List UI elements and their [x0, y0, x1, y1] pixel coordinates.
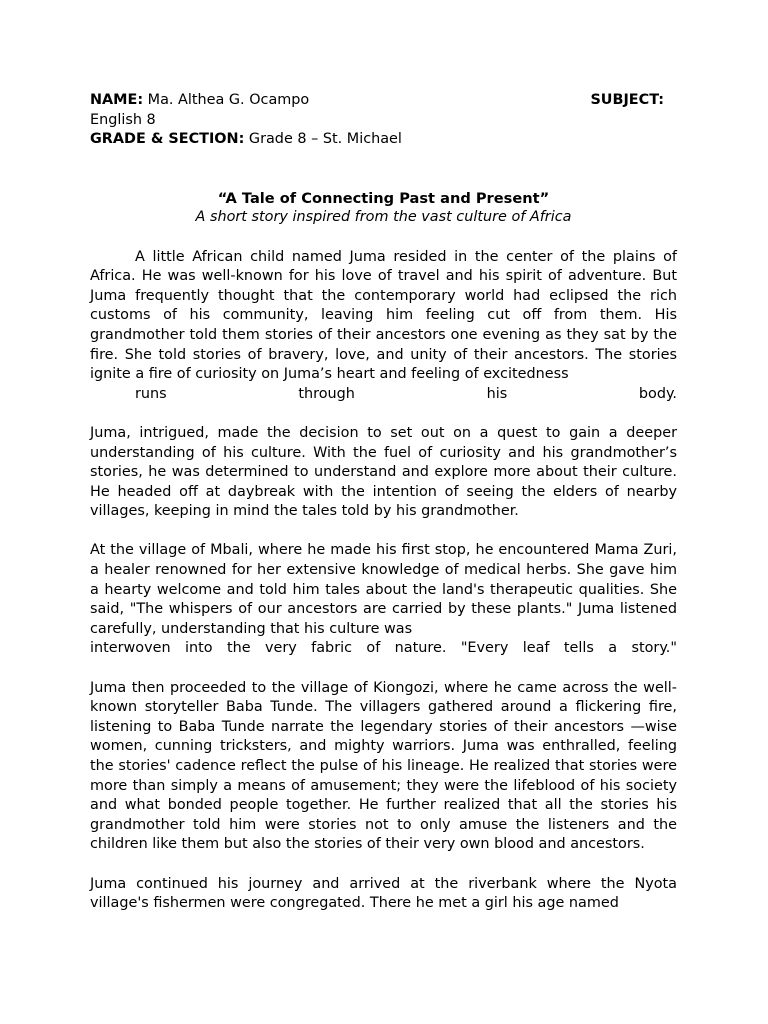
paragraph-1-text: A little African child named Juma resided in the center of the plains of Africa. He was well-known for his love of travel and his spirit of adventure. But Juma frequently thought that the contemporary world had eclipsed the rich customs of his community, leaving him feeling cut off from them. His grandmother told them stories of their ancestors one evening as they sat by the fire. She told stories of bravery, love, and unity of their ancestors. The stories ignite a fire of curiosity on Juma’s heart and feeling of excitedness [90, 248, 677, 383]
subject-label: SUBJECT: [590, 92, 664, 108]
grade-label: GRADE & SECTION: [90, 131, 245, 148]
name-line [90, 91, 677, 111]
grade-value: Grade 8 – St. Michael [248, 131, 402, 148]
paragraph-1 [90, 248, 677, 405]
title-block [90, 189, 677, 228]
paragraph-4: Juma then proceeded to the village of Kiongozi, where he came across the well-known storyteller Baba Tunde. The villagers gathered around a flickering fire, listening to Baba Tunde narrate the legendary stories of their ancestors —wise women, cunning tricksters, and mighty warriors. Juma was enthralled, feeling the stories' cadence reflect the pulse of his lineage. He realized that stories were more than simply a means of amusement; they were the lifeblood of his society and what bonded people together. He further realized that all the stories his grandmother told him were stories not to only amuse the listeners and the children like them but also the stories of their very own blood and ancestors. [90, 679, 677, 853]
grade-line [90, 130, 677, 150]
paragraph-3-last-line: interwoven into the very fabric of nature. "Every leaf tells a story." [90, 640, 677, 657]
paragraph-3 [90, 541, 677, 659]
subject-value: English 8 [90, 111, 156, 128]
name-label: NAME: [90, 92, 144, 108]
story-title: “A Tale of Connecting Past and Present” [217, 189, 550, 207]
paragraph-5: Juma continued his journey and arrived at the riverbank where the Nyota village's fishermen were congregated. There he met a girl his age named [90, 875, 677, 912]
story-subtitle: A short story inspired from the vast culture of Africa [195, 209, 572, 226]
paragraph-2: Juma, intrigued, made the decision to set out on a quest to gain a deeper understanding of his culture. With the fuel of curiosity and his grandmother’s stories, he was determined to understand and explore more about their culture. He headed off at daybreak with the intention of seeing the elders of nearby villages, keeping in mind the tales told by his grandmother. [90, 424, 677, 520]
name-value: Ma. Althea G. Ocampo [147, 92, 310, 108]
paragraph-3-text: At the village of Mbali, where he made his first stop, he encountered Mama Zuri, a healer renowned for her extensive knowledge of medical herbs. She gave him a hearty welcome and told him tales about the land's therapeutic qualities. She said, "The whispers of our ancestors are carried by these plants." Juma listened carefully, understanding that his culture was [90, 542, 677, 637]
document-page [90, 91, 677, 914]
paragraph-1-last-line: runs through his body. [135, 385, 677, 402]
